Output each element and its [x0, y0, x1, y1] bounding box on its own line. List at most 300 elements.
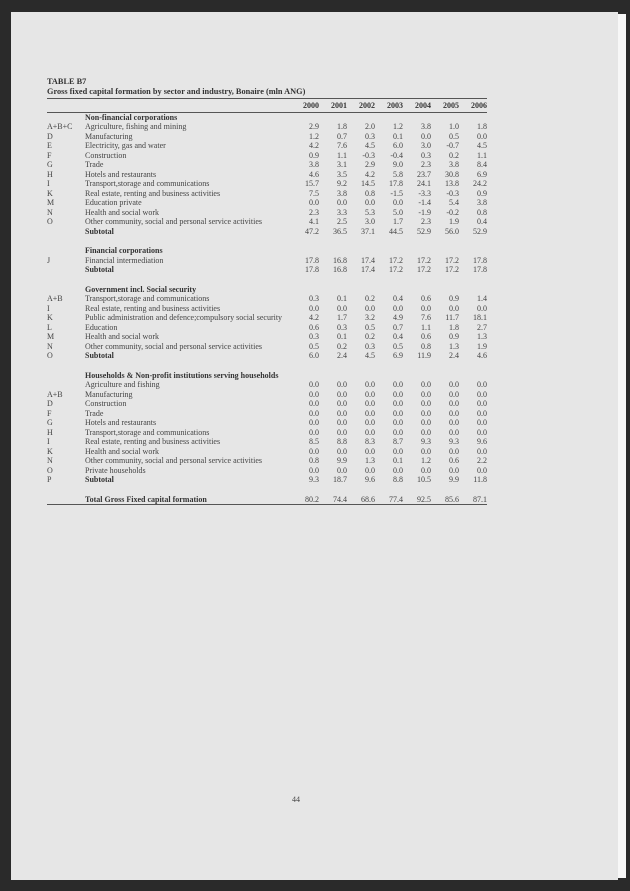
- row-value: 4.1: [309, 217, 319, 226]
- row-value: 0.0: [449, 427, 459, 437]
- total-value: 87.1: [459, 495, 487, 505]
- row-value: 0.3: [365, 341, 375, 351]
- row-code: H: [47, 169, 53, 179]
- table-row: [47, 466, 487, 476]
- row-value: [291, 246, 319, 256]
- row-label: Real estate, renting and business activities: [85, 303, 221, 313]
- row-value: 0.0: [337, 399, 347, 408]
- row-value: 11.7: [445, 313, 459, 322]
- spacer-row: [47, 361, 487, 371]
- row-code: A+B+C: [47, 122, 73, 131]
- row-value: 0.8: [309, 456, 319, 465]
- row-value: 0.5: [309, 341, 319, 351]
- row-value: 9.2: [337, 179, 347, 188]
- row-value: 0.0: [309, 427, 319, 437]
- row-value: 9.6: [477, 437, 487, 446]
- row-label: Subtotal: [85, 226, 114, 236]
- row-code: N: [47, 456, 53, 465]
- spacer-row: [47, 236, 487, 246]
- row-code: I: [47, 303, 50, 313]
- row-value: 17.4: [361, 265, 375, 274]
- row-value: 0.0: [393, 389, 403, 399]
- row-value: 0.0: [309, 408, 319, 418]
- table-row: [47, 332, 487, 342]
- row-value: [347, 285, 375, 295]
- row-value: 0.0: [449, 303, 459, 313]
- row-value: 1.8: [337, 122, 347, 131]
- row-value: 9.9: [337, 456, 347, 465]
- row-code: [47, 380, 85, 390]
- subtotal-row: [47, 475, 487, 485]
- row-value: 24.2: [473, 179, 487, 188]
- table-row: [47, 141, 487, 151]
- row-value: 0.0: [477, 303, 487, 313]
- row-value: 1.0: [449, 122, 459, 131]
- row-label: Trade: [85, 408, 104, 418]
- row-value: -0.3: [446, 188, 459, 198]
- row-value: 1.2: [309, 131, 319, 141]
- table-row: [47, 170, 487, 180]
- row-value: 0.0: [393, 380, 403, 389]
- row-code: G: [47, 418, 53, 427]
- row-value: 0.0: [365, 446, 375, 456]
- row-value: 4.6: [477, 351, 487, 360]
- row-value: 1.8: [449, 322, 459, 332]
- row-value: 0.3: [421, 150, 431, 160]
- row-code: I: [47, 179, 50, 188]
- table-row: [47, 151, 487, 161]
- row-value: 9.0: [393, 160, 403, 169]
- row-label: Other community, social and personal service activities: [85, 217, 262, 226]
- row-label: Subtotal: [85, 475, 114, 484]
- row-value: 36.5: [333, 226, 347, 236]
- row-value: -1.4: [418, 198, 431, 207]
- row-value: 2.3: [309, 207, 319, 217]
- row-value: [459, 371, 487, 381]
- row-code: P: [47, 475, 52, 484]
- row-value: 3.0: [365, 217, 375, 226]
- total-value: 80.2: [291, 495, 319, 505]
- subtotal-row: [47, 227, 487, 237]
- row-value: 17.8: [473, 255, 487, 265]
- spacer-row: [47, 275, 487, 285]
- row-value: 0.4: [393, 294, 403, 303]
- row-value: [347, 112, 375, 122]
- row-label: Education: [85, 322, 118, 332]
- section-heading-row: [47, 371, 487, 381]
- row-value: 8.3: [365, 437, 375, 446]
- row-value: [291, 371, 319, 381]
- row-value: 15.7: [305, 179, 319, 188]
- row-value: 0.0: [393, 408, 403, 418]
- year-header: 2002: [347, 99, 375, 112]
- table-row: [47, 418, 487, 428]
- row-value: 7.5: [309, 188, 319, 198]
- row-value: 0.0: [477, 131, 487, 141]
- row-value: 0.0: [477, 380, 487, 389]
- row-value: 0.2: [365, 332, 375, 341]
- row-value: -0.3: [362, 150, 375, 160]
- row-value: 3.2: [365, 313, 375, 322]
- row-value: 56.0: [445, 226, 459, 236]
- row-code: O: [47, 465, 53, 475]
- row-code: N: [47, 207, 53, 217]
- table-row: [47, 208, 487, 218]
- row-value: 0.4: [477, 217, 487, 226]
- row-value: 0.2: [365, 294, 375, 303]
- row-value: 2.3: [421, 160, 431, 169]
- row-code: K: [47, 188, 53, 198]
- row-value: 0.5: [393, 341, 403, 351]
- year-header-row: [47, 99, 487, 112]
- row-value: [403, 246, 431, 256]
- row-value: 0.0: [309, 198, 319, 207]
- row-code: [47, 246, 85, 256]
- row-value: -1.5: [390, 188, 403, 198]
- row-value: 24.1: [417, 179, 431, 188]
- row-value: 0.5: [365, 322, 375, 332]
- row-value: [431, 246, 459, 256]
- year-header: 2001: [319, 99, 347, 112]
- row-value: 0.0: [365, 198, 375, 207]
- row-code: F: [47, 150, 52, 160]
- table-row: [47, 294, 487, 304]
- row-value: 0.0: [449, 389, 459, 399]
- row-value: 17.2: [389, 265, 403, 274]
- row-value: [403, 285, 431, 295]
- row-value: 6.0: [309, 351, 319, 360]
- row-value: 3.3: [337, 207, 347, 217]
- row-label: Private households: [85, 465, 146, 475]
- row-value: 0.0: [421, 418, 431, 427]
- table-row: [47, 390, 487, 400]
- row-value: 0.2: [337, 341, 347, 351]
- row-label: Other community, social and personal service activities: [85, 341, 262, 351]
- spacer-row: [47, 485, 487, 495]
- table-row: [47, 256, 487, 266]
- row-value: [347, 246, 375, 256]
- row-value: 0.0: [477, 408, 487, 418]
- row-value: 0.0: [421, 303, 431, 313]
- row-value: 0.9: [449, 332, 459, 341]
- row-value: 0.9: [309, 150, 319, 160]
- row-value: 2.7: [477, 322, 487, 332]
- row-value: 0.0: [337, 427, 347, 437]
- row-label: Other community, social and personal service activities: [85, 456, 262, 465]
- row-value: 17.2: [445, 265, 459, 274]
- row-value: [291, 285, 319, 295]
- row-value: 0.0: [421, 399, 431, 408]
- row-code: E: [47, 141, 52, 150]
- row-value: 4.6: [309, 169, 319, 179]
- row-value: 0.7: [393, 322, 403, 332]
- row-value: 3.8: [421, 122, 431, 131]
- row-value: 4.2: [309, 313, 319, 322]
- row-value: 0.1: [337, 294, 347, 303]
- row-value: 17.2: [417, 255, 431, 265]
- row-value: [375, 371, 403, 381]
- row-value: 0.0: [449, 399, 459, 408]
- row-value: 1.1: [477, 150, 487, 160]
- row-value: 5.3: [365, 207, 375, 217]
- section-heading: Households & Non-profit institutions serving households: [85, 370, 279, 380]
- row-value: [375, 112, 403, 122]
- table-row: [47, 179, 487, 189]
- total-value: 68.6: [347, 495, 375, 505]
- row-value: 0.0: [449, 446, 459, 456]
- table-row: [47, 160, 487, 170]
- row-value: 0.3: [337, 322, 347, 332]
- row-value: 47.2: [305, 226, 319, 236]
- row-code: [47, 371, 85, 381]
- row-label: Agriculture, fishing and mining: [85, 122, 187, 131]
- row-value: 0.0: [477, 399, 487, 408]
- row-code: [47, 227, 85, 237]
- row-value: 0.6: [309, 322, 319, 332]
- row-label: Transport,storage and communications: [85, 179, 210, 188]
- row-value: 6.9: [477, 169, 487, 179]
- row-value: 1.1: [337, 150, 347, 160]
- row-value: 0.6: [449, 456, 459, 465]
- row-value: 5.4: [449, 198, 459, 207]
- row-value: 1.9: [449, 217, 459, 226]
- section-heading-row: [47, 112, 487, 122]
- row-value: 0.1: [393, 456, 403, 465]
- row-label: Health and social work: [85, 332, 159, 341]
- data-table: [47, 99, 487, 505]
- row-label: Hotels and restaurants: [85, 169, 157, 179]
- year-header: 2005: [431, 99, 459, 112]
- row-value: 0.0: [365, 465, 375, 475]
- row-value: 11.9: [417, 351, 431, 360]
- row-value: [319, 112, 347, 122]
- row-value: 0.3: [309, 294, 319, 303]
- row-label: Transport,storage and communications: [85, 294, 210, 303]
- row-value: 0.2: [449, 150, 459, 160]
- row-value: 4.9: [393, 313, 403, 322]
- row-value: 14.5: [361, 179, 375, 188]
- row-label: Financial intermediation: [85, 255, 164, 265]
- row-value: 0.0: [449, 380, 459, 389]
- row-value: 1.1: [421, 322, 431, 332]
- row-value: 9.3: [309, 475, 319, 484]
- row-value: 0.0: [477, 465, 487, 475]
- section-heading-row: [47, 246, 487, 256]
- page-number: 44: [292, 795, 300, 804]
- row-value: 0.0: [449, 408, 459, 418]
- row-value: 3.0: [421, 141, 431, 150]
- row-value: 0.0: [309, 399, 319, 408]
- row-value: 0.0: [421, 465, 431, 475]
- row-value: 3.5: [337, 169, 347, 179]
- row-value: 0.0: [393, 303, 403, 313]
- row-value: 0.0: [449, 418, 459, 427]
- table-row: [47, 189, 487, 199]
- row-value: 0.0: [309, 465, 319, 475]
- row-code: I: [47, 437, 50, 446]
- row-label: Hotels and restaurants: [85, 418, 157, 427]
- row-value: 0.0: [393, 427, 403, 437]
- table-body: [47, 112, 487, 505]
- row-value: 8.4: [477, 160, 487, 169]
- row-value: 0.0: [393, 399, 403, 408]
- row-value: 0.6: [421, 294, 431, 303]
- row-value: 8.8: [393, 475, 403, 484]
- row-value: 0.0: [337, 198, 347, 207]
- row-value: 6.0: [393, 141, 403, 150]
- row-value: 44.5: [389, 226, 403, 236]
- row-value: [403, 112, 431, 122]
- row-label: Construction: [85, 399, 127, 408]
- row-code: K: [47, 313, 53, 322]
- year-header: 2004: [403, 99, 431, 112]
- row-value: 0.0: [393, 418, 403, 427]
- row-value: 0.0: [421, 427, 431, 437]
- row-value: 0.0: [365, 399, 375, 408]
- row-value: 16.8: [333, 265, 347, 274]
- row-code: K: [47, 446, 53, 456]
- row-value: 52.9: [473, 226, 487, 236]
- row-code: [47, 265, 85, 275]
- row-value: [319, 285, 347, 295]
- row-value: 0.6: [421, 332, 431, 341]
- row-code: [47, 285, 85, 295]
- row-value: 1.3: [477, 332, 487, 341]
- row-value: [431, 371, 459, 381]
- row-label: Public administration and defence;compulsory social security: [85, 313, 283, 322]
- table-row: [47, 428, 487, 438]
- row-value: 1.2: [421, 456, 431, 465]
- row-value: 0.0: [337, 408, 347, 418]
- table-row: [47, 456, 487, 466]
- row-value: 1.7: [337, 313, 347, 322]
- row-value: -1.9: [418, 207, 431, 217]
- row-value: 10.5: [417, 475, 431, 484]
- row-value: 0.0: [393, 465, 403, 475]
- table-row: [47, 198, 487, 208]
- row-value: 17.2: [417, 265, 431, 274]
- row-value: 0.0: [337, 465, 347, 475]
- row-value: 1.3: [365, 456, 375, 465]
- row-value: 0.0: [365, 408, 375, 418]
- row-value: 0.1: [337, 332, 347, 341]
- row-code: L: [47, 322, 52, 332]
- row-label: Trade: [85, 160, 104, 169]
- row-value: 1.9: [477, 341, 487, 351]
- row-value: 9.9: [449, 475, 459, 484]
- row-value: 1.8: [477, 122, 487, 131]
- row-code: O: [47, 351, 53, 360]
- row-value: -3.3: [418, 188, 431, 198]
- row-label: Real estate, renting and business activities: [85, 437, 221, 446]
- row-value: -0.7: [446, 141, 459, 150]
- total-value: 77.4: [375, 495, 403, 505]
- table-row: [47, 122, 487, 132]
- row-value: 2.4: [449, 351, 459, 360]
- row-label: Agriculture and fishing: [85, 380, 160, 389]
- row-value: 0.9: [477, 188, 487, 198]
- row-value: [319, 246, 347, 256]
- table-row: [47, 399, 487, 409]
- row-value: 0.0: [309, 389, 319, 399]
- row-value: 2.0: [365, 122, 375, 131]
- table-row: [47, 304, 487, 314]
- row-value: 0.0: [477, 418, 487, 427]
- row-label: Manufacturing: [85, 131, 133, 141]
- year-header: 2000: [291, 99, 319, 112]
- row-value: 0.0: [477, 389, 487, 399]
- row-value: 4.5: [365, 141, 375, 150]
- row-value: 0.0: [337, 389, 347, 399]
- row-value: 0.0: [365, 303, 375, 313]
- total-value: 92.5: [403, 495, 431, 505]
- row-value: 0.3: [365, 131, 375, 141]
- table-title: Gross fixed capital formation by sector and industry, Bonaire (mln ANG): [47, 87, 487, 99]
- table-row: [47, 342, 487, 352]
- table-row: [47, 380, 487, 390]
- table-b7: [47, 77, 487, 505]
- table-row: [47, 313, 487, 323]
- row-value: 17.4: [361, 255, 375, 265]
- row-value: -0.2: [446, 207, 459, 217]
- row-value: [319, 371, 347, 381]
- row-code: M: [47, 198, 55, 207]
- row-value: 0.0: [393, 198, 403, 207]
- row-code: [47, 112, 85, 122]
- row-value: 0.0: [477, 427, 487, 437]
- row-value: 0.8: [365, 188, 375, 198]
- row-code: [47, 495, 85, 505]
- row-value: 30.8: [445, 169, 459, 179]
- row-value: 4.2: [309, 141, 319, 150]
- row-value: 16.8: [333, 255, 347, 265]
- row-value: 0.0: [477, 446, 487, 456]
- row-value: 2.9: [365, 160, 375, 169]
- row-value: 0.8: [421, 341, 431, 351]
- row-value: 0.0: [421, 389, 431, 399]
- row-value: 2.4: [337, 351, 347, 360]
- row-value: 1.4: [477, 294, 487, 303]
- row-code: D: [47, 131, 53, 141]
- row-value: 37.1: [361, 226, 375, 236]
- row-label: Health and social work: [85, 207, 159, 217]
- row-value: 0.0: [365, 380, 375, 389]
- row-value: 1.2: [393, 122, 403, 131]
- row-label: Subtotal: [85, 265, 114, 274]
- row-value: 5.8: [393, 169, 403, 179]
- row-value: 0.0: [337, 380, 347, 389]
- table-row: [47, 132, 487, 142]
- row-value: 0.8: [477, 207, 487, 217]
- section-heading-row: [47, 285, 487, 295]
- year-header: 2006: [459, 99, 487, 112]
- row-value: 8.8: [337, 437, 347, 446]
- row-value: 3.8: [337, 188, 347, 198]
- subtotal-row: [47, 351, 487, 361]
- row-value: [347, 371, 375, 381]
- table-row: [47, 447, 487, 457]
- row-value: 6.9: [393, 351, 403, 360]
- row-value: 0.0: [337, 303, 347, 313]
- row-value: 4.5: [365, 351, 375, 360]
- table-row: [47, 323, 487, 333]
- row-value: 0.0: [421, 408, 431, 418]
- table-row: [47, 437, 487, 447]
- total-row: [47, 495, 487, 505]
- row-label: Transport,storage and communications: [85, 427, 210, 437]
- row-value: 4.5: [477, 141, 487, 150]
- subtotal-row: [47, 265, 487, 275]
